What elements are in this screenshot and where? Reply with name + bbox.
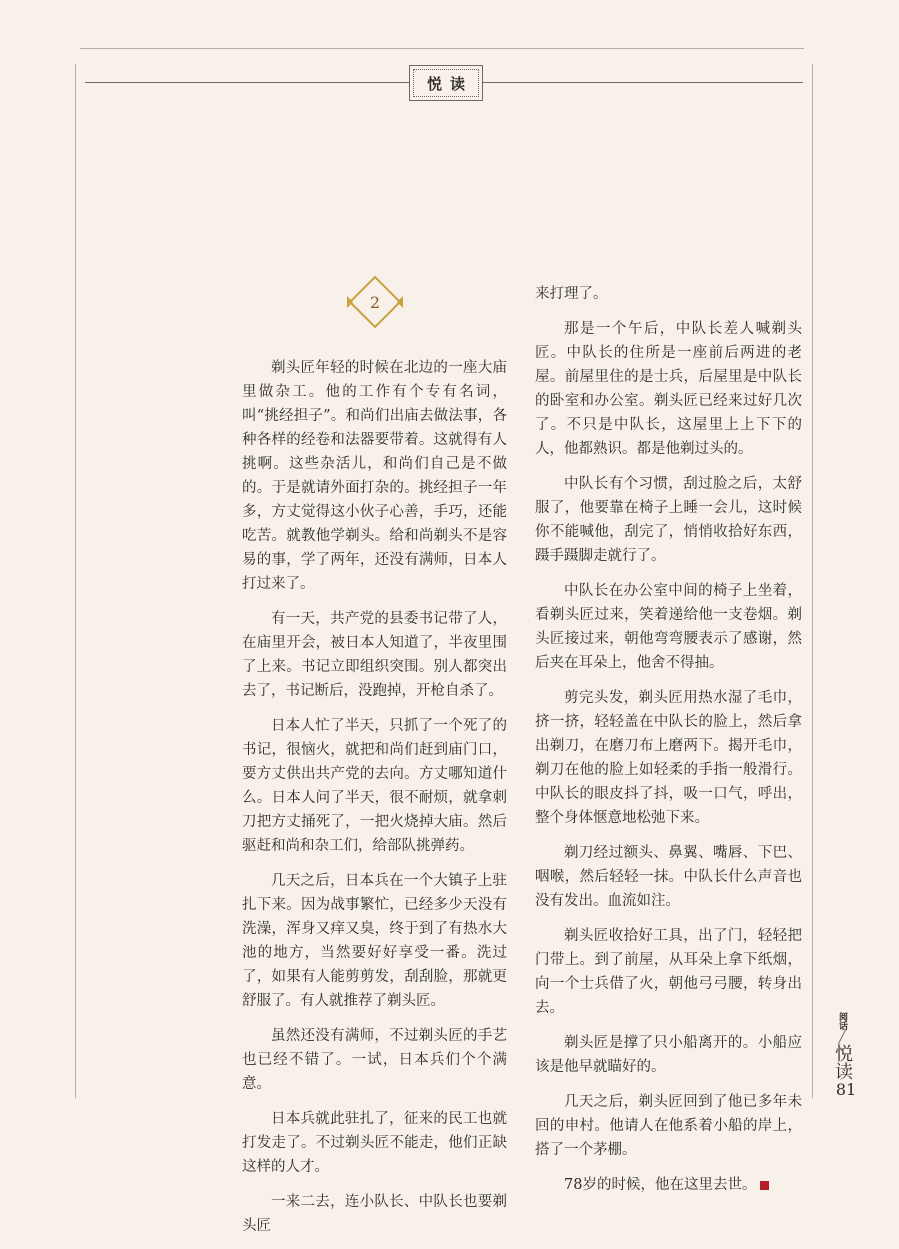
column-header-title: 悦读	[426, 74, 473, 93]
left-margin-rule	[75, 64, 76, 1098]
paragraph: 剃头匠年轻的时候在北边的一座大庙里做杂工。他的工作有个专有名词，叫“挑经担子”。和尚们出庙去做法事，各种各样的经卷和法器要带着。这就得有人挑啊。这些杂活儿，和尚们自己是不做的。于是就请外面打杂的。挑经担子一年多，方丈觉得这小伙子心善，手巧，还能吃苦。就教他学剃头。给和尚剃头不是容易的事，学了两年，还没有满师，日本人打过来了。	[242, 360, 507, 592]
paragraph: 中队长在办公室中间的椅子上坐着，看剃头匠过来，笑着递给他一支卷烟。剃头匠接过来，朝他弯弯腰表示了感谢，然后夹在耳朵上，他舍不得抽。	[535, 583, 802, 671]
footer-column-small: 阅话	[837, 1012, 847, 1030]
paragraph: 虽然还没有满师，不过剃头匠的手艺也已经不错了。一试，日本兵们个个满意。	[242, 1028, 507, 1092]
section-marker	[347, 274, 403, 330]
paragraph: 剃头匠收拾好工具，出了门，轻轻把门带上。到了前屋，从耳朵上拿下纸烟，向一个士兵借了火，朝他弓弓腰，转身出去。	[535, 928, 802, 1016]
page-number: 81	[835, 1080, 857, 1099]
final-paragraph	[535, 1173, 802, 1197]
footer-column-big: 悦读	[832, 1044, 853, 1080]
paragraph: 剪完头发，剃头匠用热水湿了毛巾，挤一挤，轻轻盖在中队长的脸上，然后拿出剃刀，在磨刀布上磨两下。揭开毛巾，剃刀在他的脸上如轻柔的手指一般滑行。中队长的眼皮抖了抖，吸一口气，呼出，整个身体惬意地松弛下来。	[535, 690, 802, 826]
paragraph-continuation: 来打理了。	[535, 286, 608, 302]
final-paragraph-text: 78岁的时候，他在这里去世。	[564, 1177, 757, 1193]
column-header-badge	[409, 65, 483, 101]
paragraph: 中队长有个习惯，刮过脸之后，太舒服了，他要靠在椅子上睡一会儿，这时候你不能喊他，刮完了，悄悄收拾好东西，蹑手蹑脚走就行了。	[535, 476, 802, 564]
paragraph: 有一天，共产党的县委书记带了人，在庙里开会，被日本人知道了，半夜里围了上来。书记立即组织突围。别人都突出去了，书记断后，没跑掉，开枪自杀了。	[242, 611, 507, 699]
left-text-column	[242, 356, 507, 1249]
section-number: 2	[369, 292, 381, 312]
paragraph: 剃头匠是撑了只小船离开的。小船应该是他早就瞄好的。	[535, 1035, 802, 1075]
paragraph: 那是一个午后，中队长差人喊剃头匠。中队长的住所是一座前后两进的老屋。前屋里住的是士兵，后屋里是中队长的卧室和办公室。剃头匠已经来过好几次了。不只是中队长，这屋里上上下下的人，他都熟识。都是他剃过头的。	[535, 321, 802, 457]
footer-slash: ╱	[838, 1030, 846, 1044]
footer-column-label	[831, 1012, 853, 1080]
paragraph: 几天之后，日本兵在一个大镇子上驻扎下来。因为战事繁忙，已经多少天没有洗澡，浑身又痒又臭，终于到了有热水大池的地方，当然要好好享受一番。洗过了，如果有人能剪剪发，刮刮脸，那就更舒服了。有人就推荐了剃头匠。	[242, 873, 507, 1009]
paragraph: 几天之后，剃头匠回到了他已多年未回的申村。他请人在他系着小船的岸上，搭了一个茅棚。	[535, 1094, 802, 1158]
end-mark-icon	[760, 1181, 769, 1190]
paragraph: 日本人忙了半天，只抓了一个死了的书记，很恼火，就把和尚们赶到庙门口，要方丈供出共产党的去向。方丈哪知道什么。日本人问了半天，很不耐烦，就拿刺刀把方丈捅死了，一把火烧掉大庙。然后驱赶和尚和杂工们，给部队挑弹药。	[242, 718, 507, 854]
paragraph: 剃刀经过额头、鼻翼、嘴唇、下巴、咽喉，然后轻轻一抹。中队长什么声音也没有发出。血流如注。	[535, 845, 802, 909]
right-text-column	[535, 282, 802, 1208]
right-margin-rule	[812, 64, 813, 1098]
paragraph: 一来二去，连小队长、中队长也要剃头匠	[242, 1194, 507, 1234]
top-rule	[80, 48, 804, 49]
paragraph: 日本兵就此驻扎了，征来的民工也就打发走了。不过剃头匠不能走，他们正缺这样的人才。	[242, 1111, 507, 1175]
